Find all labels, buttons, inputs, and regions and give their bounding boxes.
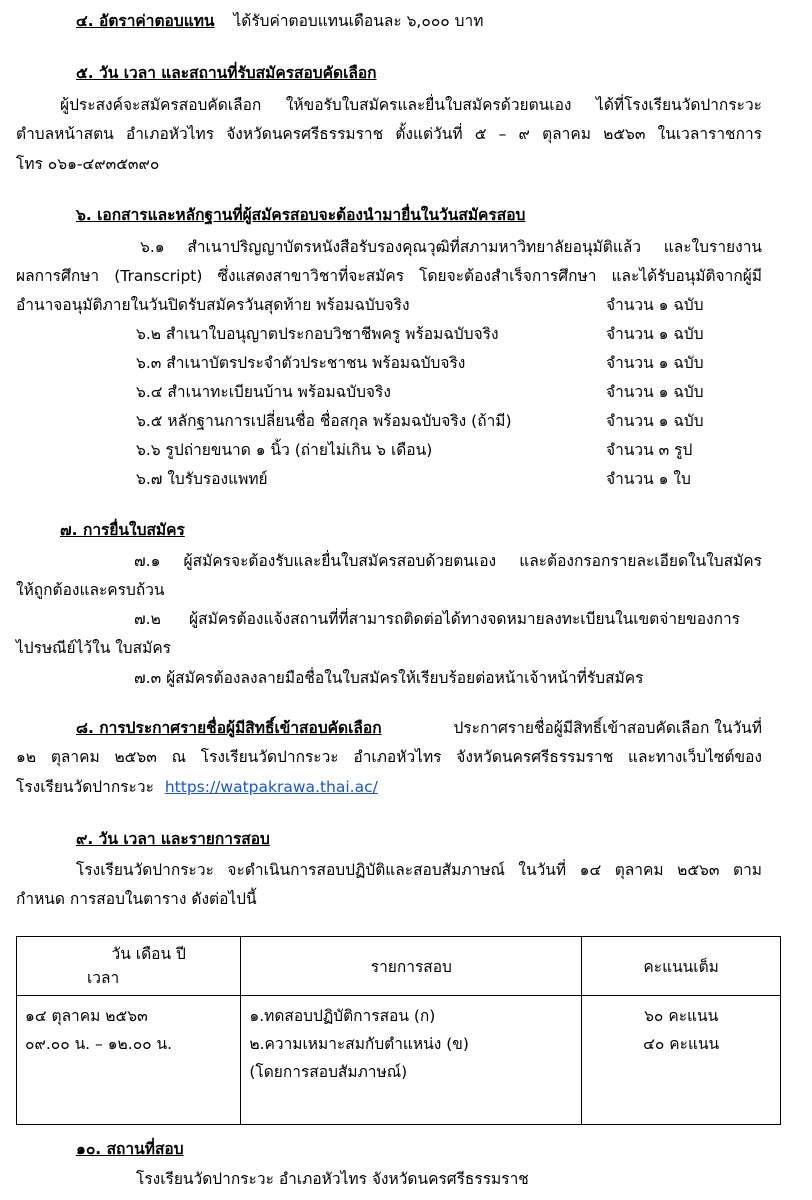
section-8-line-1 — [76, 715, 762, 741]
section-6-item-1-line-2: ผลการศึกษา (Transcript) ซึ่งแสดงสาขาวิชาที่จะสมัคร โดยจะต้องสำเร็จการศึกษา และได้รับอนุมัติจากผู้มี — [16, 267, 762, 285]
row-item-2: ๒.ความเหมาะสมกับตำแหน่ง (ข) — [249, 1035, 469, 1053]
section-6-item-qty: จำนวน ๑ ใบ — [606, 470, 691, 488]
header-items-cell: รายการสอบ — [241, 937, 582, 996]
row-item-1: ๑.ทดสอบปฏิบัติการสอน (ก) — [249, 1007, 436, 1025]
section-8-line-2: ๑๒ ตุลาคม ๒๕๖๓ ณ โรงเรียนวัดปากระวะ อำเภอหัวไทร จังหวัดนครศรีธรรมราช และทางเว็บไซต์ของ — [16, 748, 762, 766]
section-4-text: ได้รับค่าตอบแทนเดือนละ ๖,๐๐๐ บาท — [233, 12, 484, 30]
table-header-row — [17, 937, 781, 996]
section-6-item-label: ๖.๗ ใบรับรองแพทย์ — [136, 470, 268, 488]
row-time: ๐๙.๐๐ น. – ๑๒.๐๐ น. — [25, 1035, 173, 1053]
section-7-heading: ๗. การยื่นใบสมัคร — [60, 521, 185, 539]
row-date-cell — [17, 996, 241, 1125]
section-6-item-1-line-3: อำนาจอนุมัติภายในวันปิดรับสมัครวันสุดท้าย พร้อมฉบับจริง — [16, 296, 410, 314]
row-score-cell — [582, 996, 781, 1125]
header-date-cell — [17, 937, 241, 996]
section-4-heading: ๔. อัตราค่าตอบแทน — [76, 12, 215, 30]
header-score-cell: คะแนนเต็ม — [582, 937, 781, 996]
row-item-2-note: (โดยการสอบสัมภาษณ์) — [249, 1063, 408, 1081]
section-6-item-qty: จำนวน ๑ ฉบับ — [606, 383, 704, 401]
section-6-item-qty: จำนวน ๑ ฉบับ — [606, 412, 704, 430]
section-6-item-label: ๖.๔ สำเนาทะเบียนบ้าน พร้อมฉบับจริง — [136, 383, 391, 401]
section-5-line-1: ผู้ประสงค์จะสมัครสอบคัดเลือก ให้ขอรับใบสมัครและยื่นใบสมัครด้วยตนเอง ได้ที่โรงเรียนวัดปากระวะ — [60, 96, 762, 114]
section-7-item-1-line-2: ให้ถูกต้องและครบถ้วน — [16, 581, 165, 599]
header-date-line-2: เวลา — [87, 969, 120, 987]
section-10-heading: ๑๐. สถานที่สอบ — [76, 1140, 184, 1158]
row-score-2: ๔๐ คะแนน — [643, 1035, 720, 1053]
section-5-line-2: ตำบลหน้าสตน อำเภอหัวไทร จังหวัดนครศรีธรรมราช ตั้งแต่วันที่ ๕ – ๙ ตุลาคม ๒๕๖๓ ในเวลาราชการ — [16, 125, 762, 143]
exam-schedule-table — [16, 936, 781, 1125]
section-5-heading: ๕. วัน เวลา และสถานที่รับสมัครสอบคัดเลือก — [76, 64, 377, 82]
row-items-cell — [241, 996, 582, 1125]
section-6-item-1-qty: จำนวน ๑ ฉบับ — [606, 296, 704, 314]
section-9-line-1: โรงเรียนวัดปากระวะ จะดำเนินการสอบปฏิบัติและสอบสัมภาษณ์ ในวันที่ ๑๔ ตุลาคม ๒๕๖๓ ตาม — [76, 861, 762, 879]
website-link[interactable]: https://watpakrawa.thai.ac/ — [164, 778, 378, 796]
section-5-line-3: โทร ๐๖๑-๔๙๓๕๓๙๐ — [16, 155, 160, 173]
section-6-item-label: ๖.๒ สำเนาใบอนุญาตประกอบวิชาชีพครู พร้อมฉบับจริง — [136, 325, 499, 343]
section-6-item-qty: จำนวน ๓ รูป — [606, 441, 693, 459]
header-date-line-1: วัน เดือน ปี — [111, 945, 186, 963]
section-6-item-qty: จำนวน ๑ ฉบับ — [606, 325, 704, 343]
section-4-line — [76, 8, 483, 34]
section-9-heading: ๙. วัน เวลา และรายการสอบ — [76, 830, 270, 848]
section-6-item-qty: จำนวน ๑ ฉบับ — [606, 354, 704, 372]
section-6-heading: ๖. เอกสารและหลักฐานที่ผู้สมัครสอบจะต้องนำมายื่นในวันสมัครสอบ — [76, 206, 526, 224]
section-10-text: โรงเรียนวัดปากระวะ อำเภอหัวไทร จังหวัดนครศรีธรรมราช — [136, 1170, 529, 1188]
section-7-item-2-line-1: ๗.๒ ผู้สมัครต้องแจ้งสถานที่ที่สามารถติดต่อได้ทางจดหมายลงทะเบียนในเขตจ่ายของการ — [134, 610, 740, 628]
section-7-item-2-line-2: ไปรษณีย์ไว้ใน ใบสมัคร — [16, 639, 172, 657]
row-date: ๑๔ ตุลาคม ๒๕๖๓ — [25, 1007, 148, 1025]
section-8-line-3-text: โรงเรียนวัดปากระวะ — [16, 778, 154, 796]
section-8-line-1-text: ประกาศรายชื่อผู้มีสิทธิ์เข้าสอบคัดเลือก ในวันที่ — [453, 719, 762, 737]
section-7-item-1-line-1: ๗.๑ ผู้สมัครจะต้องรับและยื่นใบสมัครสอบด้วยตนเอง และต้องกรอกรายละเอียดในใบสมัคร — [134, 552, 762, 570]
row-score-1: ๖๐ คะแนน — [644, 1007, 719, 1025]
table-row — [17, 996, 781, 1125]
section-7-item-3: ๗.๓ ผู้สมัครต้องลงลายมือชื่อในใบสมัครให้เรียบร้อยต่อหน้าเจ้าหน้าที่รับสมัคร — [134, 669, 644, 687]
section-6-item-label: ๖.๓ สำเนาบัตรประจำตัวประชาชน พร้อมฉบับจริง — [136, 354, 466, 372]
section-6-item-label: ๖.๖ รูปถ่ายขนาด ๑ นิ้ว (ถ่ายไม่เกิน ๖ เดือน) — [136, 441, 433, 459]
section-9-line-2: กำหนด การสอบในตาราง ดังต่อไปนี้ — [16, 890, 257, 908]
section-8-line-3 — [16, 774, 378, 800]
section-8-heading: ๘. การประกาศรายชื่อผู้มีสิทธิ์เข้าสอบคัดเลือก — [76, 719, 382, 737]
section-6-item-label: ๖.๕ หลักฐานการเปลี่ยนชื่อ ชื่อสกุล พร้อมฉบับจริง (ถ้ามี) — [136, 412, 512, 430]
section-6-item-1-line-1: ๖.๑ สำเนาปริญญาบัตรหนังสือรับรองคุณวุฒิที่สภามหาวิทยาลัยอนุมัติแล้ว และใบรายงาน — [140, 238, 762, 256]
